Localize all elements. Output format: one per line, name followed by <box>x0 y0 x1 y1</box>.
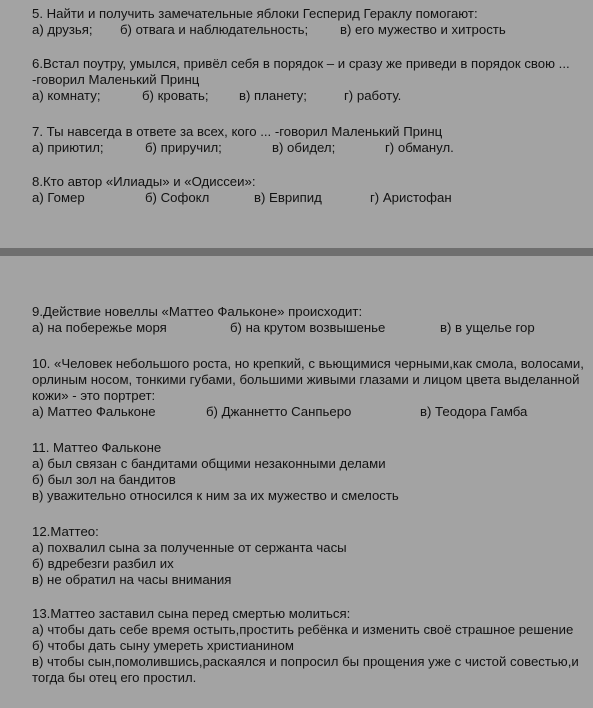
option-b[interactable]: б) вдребезги разбил их <box>32 556 174 571</box>
question-7 <box>32 124 585 156</box>
question-5-text: 5. Найти и получить замечательные яблоки Гесперид Гераклу помогают: <box>32 6 478 21</box>
option-c[interactable]: в) обидел; <box>272 140 336 155</box>
option-b[interactable]: б) Софокл <box>145 190 210 205</box>
option-c[interactable]: в) чтобы сын,помолившись,раскаялся и попросил бы прощения уже с чистой совестью,и тогда бы отец его простил. <box>32 654 579 685</box>
question-6-options <box>32 88 585 104</box>
question-9-options <box>32 320 585 336</box>
question-5-options <box>32 22 585 38</box>
option-c[interactable]: в) его мужество и хитрость <box>340 22 506 37</box>
option-b[interactable]: б) отвага и наблюдательность; <box>120 22 309 37</box>
option-b[interactable]: б) на крутом возвышенье <box>230 320 386 335</box>
option-c[interactable]: в) Еврипид <box>254 190 322 205</box>
option-a[interactable]: а) на побережье моря <box>32 320 167 335</box>
option-c[interactable]: в) Теодора Гамба <box>420 404 528 419</box>
question-10 <box>32 356 585 420</box>
question-7-text: 7. Ты навсегда в ответе за всех, кого ... -говорил Маленький Принц <box>32 124 443 139</box>
question-9-text: 9.Действие новеллы «Маттео Фальконе» происходит: <box>32 304 363 319</box>
question-10-text: 10. «Человек небольшого роста, но крепкий, с вьющимися черными,как смола, волосами, орлиным носом, тонкими губами, большими живыми глазами и лицом цвета выделанной кожи» - это портрет: <box>32 356 584 403</box>
question-5 <box>32 6 585 38</box>
option-a[interactable]: а) был связан с бандитами общими незаконными делами <box>32 456 386 471</box>
question-8-options <box>32 190 585 206</box>
option-c[interactable]: в) планету; <box>239 88 307 103</box>
question-13 <box>32 606 585 686</box>
question-11-text: 11. Маттео Фальконе <box>32 440 162 455</box>
option-d[interactable]: г) обманул. <box>385 140 454 155</box>
question-12-text: 12.Маттео: <box>32 524 99 539</box>
option-a[interactable]: а) чтобы дать себе время остыть,простить ребёнка и изменить своё страшное решение <box>32 622 574 637</box>
option-b[interactable]: б) кровать; <box>142 88 209 103</box>
question-6 <box>32 56 585 104</box>
option-c[interactable]: в) уважительно относился к ним за их мужество и смелость <box>32 488 399 503</box>
question-10-options <box>32 404 585 420</box>
question-7-options <box>32 140 585 156</box>
option-d[interactable]: г) работу. <box>344 88 402 103</box>
option-a[interactable]: а) Маттео Фальконе <box>32 404 156 419</box>
question-8-text: 8.Кто автор «Илиады» и «Одиссеи»: <box>32 174 256 189</box>
question-11 <box>32 440 585 504</box>
option-b[interactable]: б) Джаннетто Санпьеро <box>206 404 352 419</box>
option-a[interactable]: а) приютил; <box>32 140 104 155</box>
option-b[interactable]: б) был зол на бандитов <box>32 472 176 487</box>
option-a[interactable]: а) Гомер <box>32 190 85 205</box>
option-b[interactable]: б) приручил; <box>145 140 222 155</box>
option-c[interactable]: в) не обратил на часы внимания <box>32 572 232 587</box>
question-12 <box>32 524 585 588</box>
question-8 <box>32 174 585 206</box>
page-divider <box>0 248 593 256</box>
option-b[interactable]: б) чтобы дать сыну умереть христианином <box>32 638 294 653</box>
option-d[interactable]: г) Аристофан <box>370 190 452 205</box>
option-a[interactable]: а) друзья; <box>32 22 93 37</box>
question-9 <box>32 304 585 336</box>
question-13-text: 13.Маттео заставил сына перед смертью молиться: <box>32 606 351 621</box>
option-a[interactable]: а) похвалил сына за полученные от сержанта часы <box>32 540 347 555</box>
option-a[interactable]: а) комнату; <box>32 88 101 103</box>
option-c[interactable]: в) в ущелье гор <box>440 320 535 335</box>
question-6-text: 6.Встал поутру, умылся, привёл себя в порядок – и сразу же приведи в порядок свою ... -говорил Маленький Принц <box>32 56 570 87</box>
